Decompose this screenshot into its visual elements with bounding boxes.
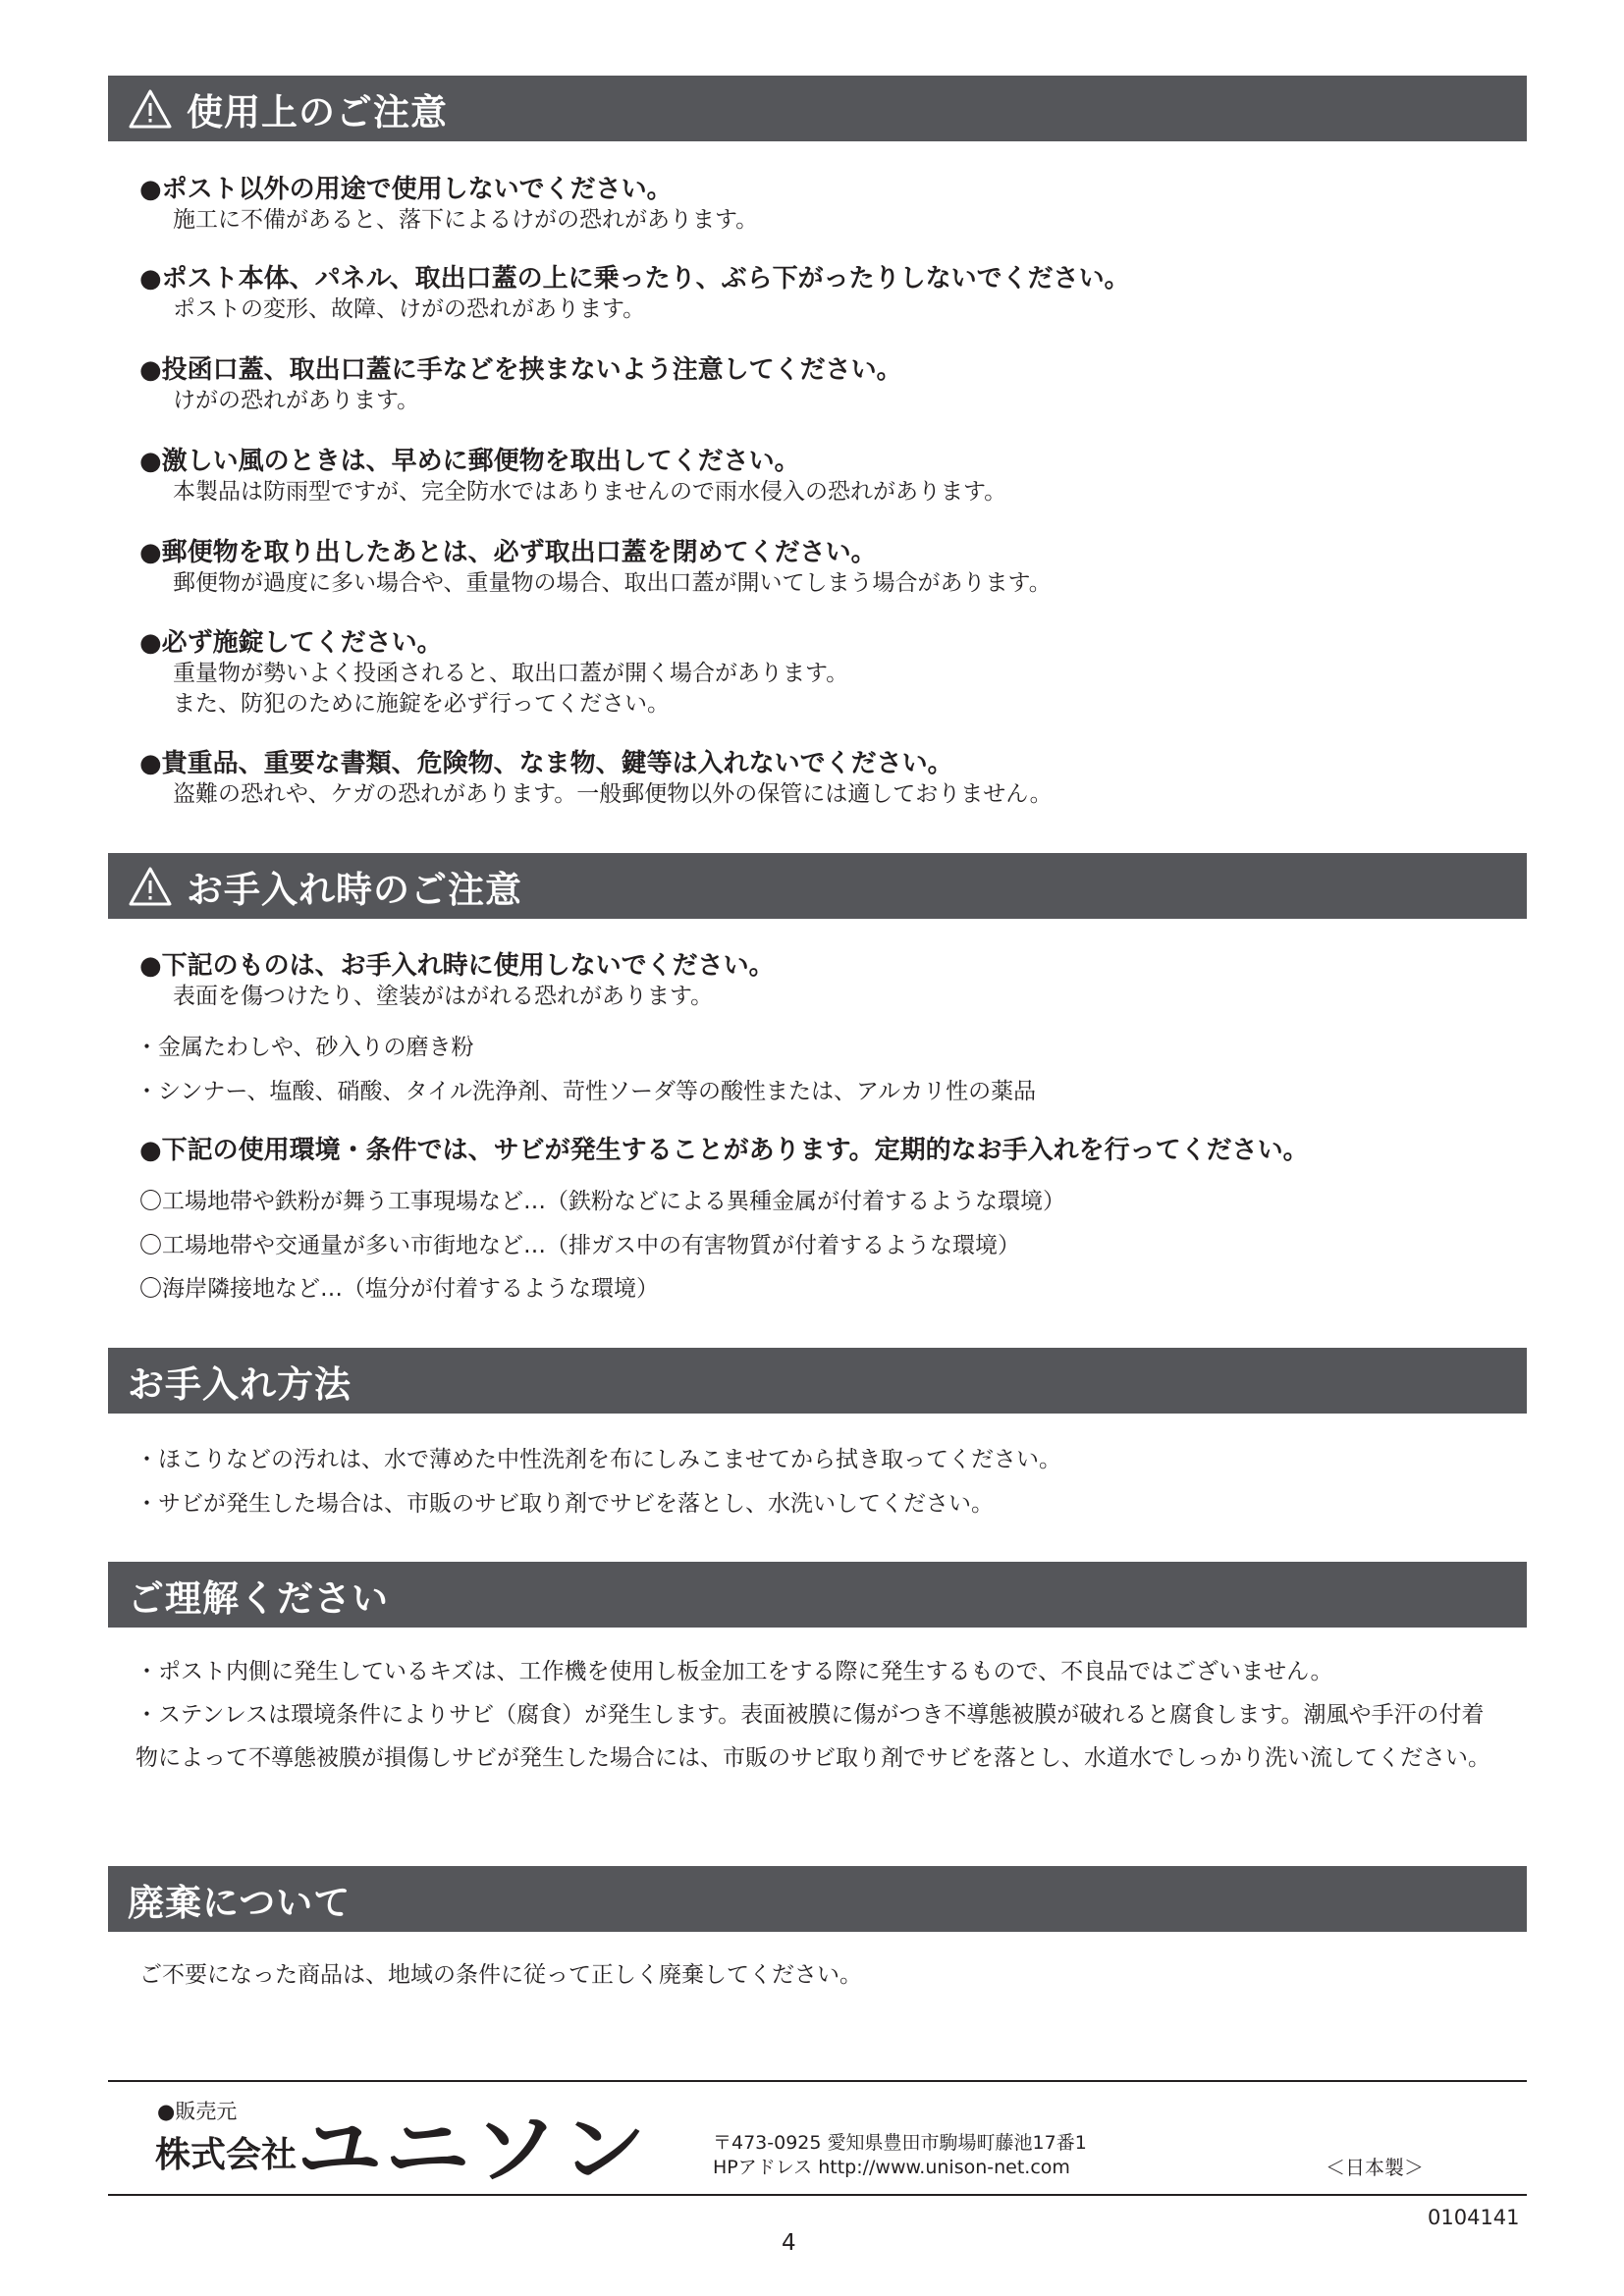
understand-line: ・ポスト内側に発生しているキズは、工作機を使用し板金加工をする際に発生するもので、不良品ではございません。 xyxy=(135,1659,1333,1684)
section-header-disposal xyxy=(108,1866,1527,1932)
warning-icon xyxy=(128,866,173,907)
disposal-line: ご不要になった商品は、地域の条件に従って正しく廃棄してください。 xyxy=(139,1962,862,1988)
care-item xyxy=(139,950,775,1012)
usage-item xyxy=(139,174,758,236)
item-heading: ●下記のものは、お手入れ時に使用しないでください。 xyxy=(139,951,775,981)
environment-line: 〇工場地帯や交通量が多い市街地など…（排ガス中の有害物質が付着するような環境） xyxy=(139,1233,1020,1258)
item-heading: ●貴重品、重要な書類、危険物、なま物、鍵等は入れないでください。 xyxy=(139,749,953,778)
warning-icon xyxy=(128,88,173,130)
company-address: 〒473-0925 愛知県豊田市駒場町藤池17番1 xyxy=(713,2132,1087,2154)
section-header-care-caution xyxy=(108,853,1527,919)
document-code: 0104141 xyxy=(1428,2206,1520,2229)
made-in-label: ＜日本製＞ xyxy=(1326,2156,1424,2179)
item-description: 盗難の恐れや、ケガの恐れがあります。一般郵便物以外の保管には適しておりません。 xyxy=(173,781,1053,807)
environment-line: 〇海岸隣接地など…（塩分が付着するような環境） xyxy=(139,1276,659,1302)
item-description: 重量物が勢いよく投函されると、取出口蓋が開く場合があります。 xyxy=(173,661,849,686)
usage-item xyxy=(139,627,848,720)
care-method-line: ・サビが発生した場合は、市販のサビ取り剤でサビを落とし、水洗いしてください。 xyxy=(135,1491,994,1517)
section-title: 使用上のご注意 xyxy=(187,90,448,133)
item-description: 表面を傷つけたり、塗装がはがれる恐れがあります。 xyxy=(173,984,714,1009)
care-item xyxy=(139,1135,1309,1166)
company-website: HPアドレス http://www.unison-net.com xyxy=(713,2157,1070,2178)
item-heading: ●ポスト本体、パネル、取出口蓋の上に乗ったり、ぶら下がったりしないでください。 xyxy=(139,264,1130,294)
page-number: 4 xyxy=(782,2230,796,2256)
environment-line: 〇工場地帯や鉄粉が舞う工事現場など…（鉄粉などによる異種金属が付着するような環境） xyxy=(139,1189,1065,1214)
section-header-understand xyxy=(108,1562,1527,1628)
item-description: 施工に不備があると、落下によるけがの恐れがあります。 xyxy=(173,207,759,233)
section-title: お手入れ方法 xyxy=(128,1362,352,1406)
usage-item xyxy=(139,263,1130,325)
item-heading: ●必ず施錠してください。 xyxy=(139,628,443,658)
bullet-line: ・金属たわしや、砂入りの磨き粉 xyxy=(135,1035,474,1060)
company-prefix: 株式会社 xyxy=(155,2135,298,2175)
item-heading: ●ポスト以外の用途で使用しないでください。 xyxy=(139,175,673,204)
item-description: けがの恐れがあります。 xyxy=(173,388,420,413)
bullet-line: ・シンナー、塩酸、硝酸、タイル洗浄剤、苛性ソーダ等の酸性または、アルカリ性の薬品 xyxy=(135,1079,1037,1104)
section-header-usage xyxy=(108,76,1527,141)
item-description: また、防犯のために施錠を必ず行ってください。 xyxy=(173,691,670,717)
company-logo: ユニソン xyxy=(297,2106,649,2194)
section-title: お手入れ時のご注意 xyxy=(187,868,522,911)
item-description: 本製品は防雨型ですが、完全防水ではありませんので雨水侵入の恐れがあります。 xyxy=(173,479,1007,505)
section-header-care-method xyxy=(108,1348,1527,1414)
item-heading: ●下記の使用環境・条件では、サビが発生することがあります。定期的なお手入れを行ってください。 xyxy=(139,1136,1309,1165)
care-method-line: ・ほこりなどの汚れは、水で薄めた中性洗剤を布にしみこませてから拭き取ってください。 xyxy=(135,1447,1061,1472)
section-title: 廃棄について xyxy=(128,1881,352,1924)
understand-paragraph: ・ステンレスは環境条件によりサビ（腐食）が発生します。表面被膜に傷がつき不導態被膜が破れると腐食します。潮風や手汗の付着物によって不導態被膜が損傷しサビが発生した場合には、市販のサビ取り剤でサビを落とし、水道水でしっかり洗い流してください。 xyxy=(135,1702,1490,1771)
usage-item xyxy=(139,748,1053,810)
usage-item xyxy=(139,446,1006,507)
item-heading: ●激しい風のときは、早めに郵便物を取出してください。 xyxy=(139,447,800,476)
section-title: ご理解ください xyxy=(128,1576,389,1620)
item-description: ポストの変形、故障、けがの恐れがあります。 xyxy=(173,296,646,322)
footer-bottom-rule xyxy=(108,2194,1527,2196)
item-heading: ●投函口蓋、取出口蓋に手などを挟まないよう注意してください。 xyxy=(139,355,902,385)
seller-label: ●販売元 xyxy=(157,2100,238,2123)
footer-top-rule xyxy=(108,2080,1527,2082)
item-description: 郵便物が過度に多い場合や、重量物の場合、取出口蓋が開いてしまう場合があります。 xyxy=(173,570,1052,596)
item-heading: ●郵便物を取り出したあとは、必ず取出口蓋を閉めてください。 xyxy=(139,538,877,567)
usage-item xyxy=(139,354,902,416)
usage-item xyxy=(139,537,1052,599)
